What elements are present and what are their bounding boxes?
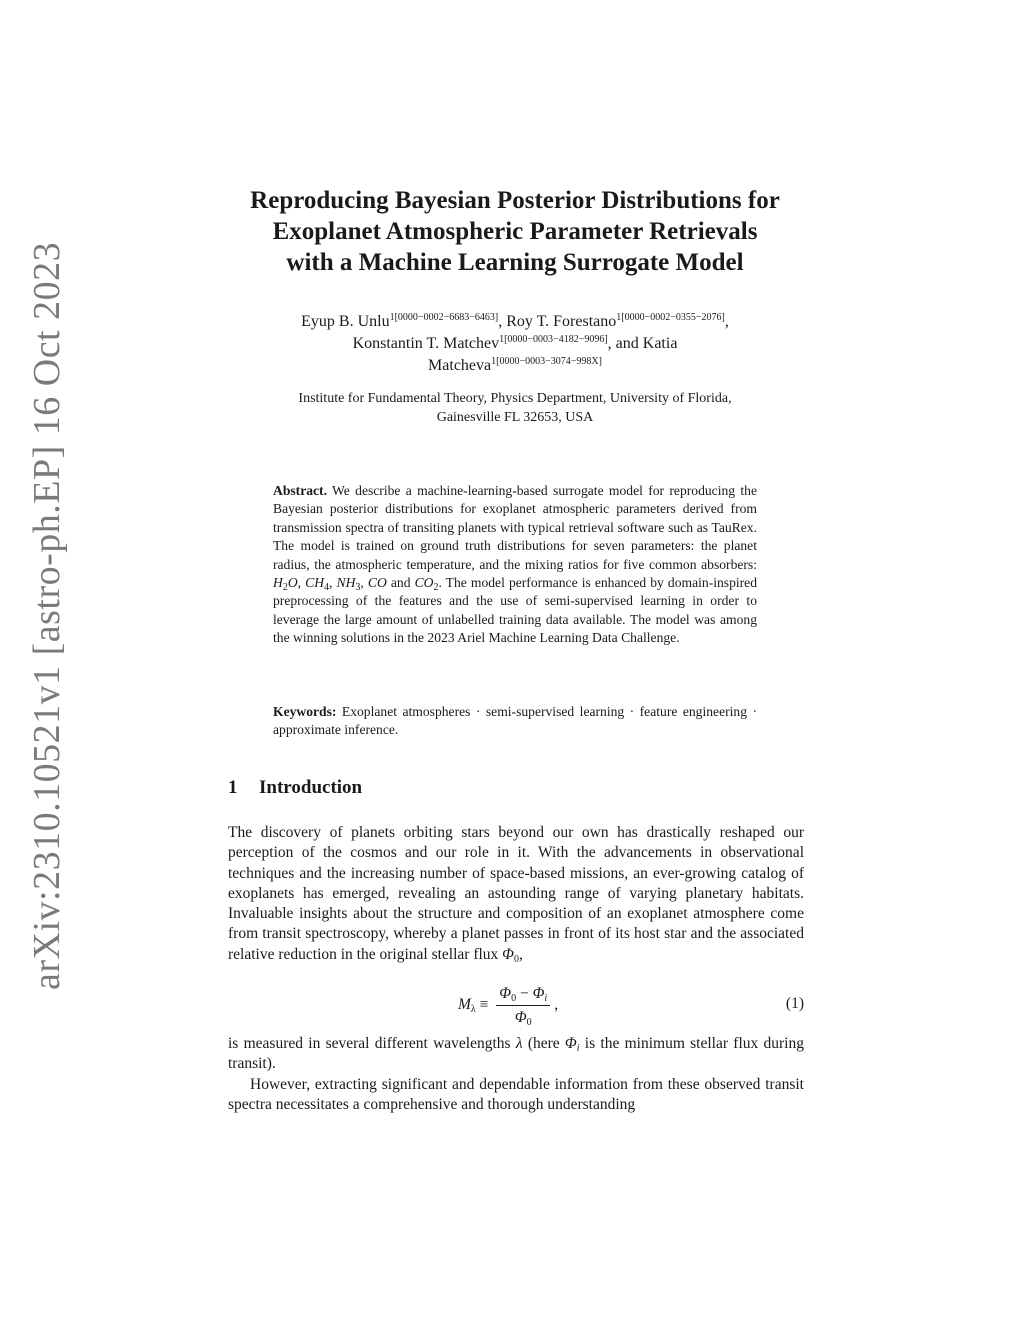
paper-title <box>200 185 830 278</box>
section-heading <box>228 776 362 800</box>
abstract-text: We describe a machine-learning-based surrogate model for reproducing the Bayesian posterior distributions for exoplanet atmospheric parameters derived from transmission spectra of transiting planets with typical retrieval software such as TauRex. The model is trained on ground truth distributions for seven parameters: the planet radius, the atmospheric temperature, and the mixing ratios for five common absorbers: <box>273 483 757 572</box>
author-list: Eyup B. Unlu$^{1[0000-0002-6683-6463]}$, Roy T. Forestano$^{1[0000-0002-0355-2076]}$, Konstantin T. Matchev$^{1[0000-0003-4182-9096]}$, and Katia Matcheva$^{1[0000-0003-3074-998X]}$ <box>301 312 729 374</box>
equation-body: $M_\lambda$ ≡ $\frac{\Phi_0 - \Phi_i}{\Phi_0}$ , <box>458 984 559 1028</box>
title-line-3: with a Machine Learning Surrogate Model <box>286 249 744 276</box>
author-orcid: 1[0000−0003−3074−998X] <box>491 356 602 367</box>
keywords <box>273 703 757 740</box>
section-number: 1 <box>228 777 238 798</box>
affiliation-line-1: Institute for Fundamental Theory, Physics Department, University of Florida, <box>298 391 732 406</box>
keywords-text: Exoplanet atmospheres · semi-supervised learning · feature engineering · approximate inference. <box>273 704 757 738</box>
arxiv-identifier-stamp: arXiv:2310.10521v1 [astro-ph.EP] 16 Oct 2023 <box>26 241 68 990</box>
author-orcid: 1[0000−0002−6683−6463] <box>389 312 499 323</box>
intro-paragraph-3: However, extracting significant and dependable information from these observed transit spectra necessitates a comprehensive and thorough understanding <box>228 1076 804 1114</box>
author-orcid: 1[0000−0003−4182−9096] <box>499 334 608 345</box>
keywords-label: Keywords: <box>273 704 337 719</box>
equation-1 <box>228 983 804 1027</box>
affiliation <box>200 389 830 427</box>
author-name: Matcheva <box>428 357 492 374</box>
abstract: Abstract. We describe a machine-learning-based surrogate model for reproducing the Bayesian posterior distributions for exoplanet atmospheric parameters derived from transmission spectra of transiting planets with typical retrieval software such as TauRex. The model is trained on ground truth distributions for seven parameters: the planet radius, the atmospheric temperature, and the mixing ratios for five common absorbers: $H_2O$, $CH_4$, $NH_3$, CO and $CO_2$. The model performance is enhanced by domain-inspired preprocessing of the features and the use of semi-supervised learning in order to leverage the large amount of unlabelled training data available. The model was among the winning solutions in the 2023 Ariel Machine Learning Data Challenge. <box>273 483 758 646</box>
abstract-text-cont: . The model performance is enhanced by domain-inspired preprocessing of the features and the use of semi-supervised learning in order to leverage the large amount of unlabelled training data available. The model was among the winning solutions in the 2023 Ariel Machine Learning Data Challenge. <box>273 575 758 646</box>
title-line-1: Reproducing Bayesian Posterior Distributions for <box>250 187 780 214</box>
title-line-2: Exoplanet Atmospheric Parameter Retrievals <box>272 218 758 245</box>
author-name: Roy T. Forestano <box>506 313 617 330</box>
equation-fraction: $\frac{\Phi_0 - \Phi_i}{\Phi_0}$ <box>496 984 550 1027</box>
equation-number: (1) <box>785 995 804 1012</box>
author-orcid: 1[0000−0002−0355−2076] <box>616 312 725 323</box>
section-title: Introduction <box>259 777 363 798</box>
affiliation-line-2: Gainesville FL 32653, USA <box>436 410 594 425</box>
abstract-label: Abstract. <box>273 483 327 498</box>
author-name: Konstantin T. Matchev <box>352 335 500 352</box>
author-name: Eyup B. Unlu <box>301 313 390 330</box>
intro-paragraph-2: is measured in several different wavelengths λ (here $\Phi_i$ is the minimum stellar flux during transit). <box>228 1035 804 1073</box>
intro-paragraph: The discovery of planets orbiting stars beyond our own has drastically reshaped our perception of the cosmos and our role in it. With the advancements in observational techniques and the increasing number of space-based missions, an ever-growing catalog of exoplanets has emerged, revealing an astounding range of varying planetary habitats. Invaluable insights about the structure and composition of an exoplanet atmosphere come from transit spectroscopy, whereby a planet passes in front of its host star and the associated relative reduction in the original stellar flux $\Phi_0$, <box>228 824 804 965</box>
